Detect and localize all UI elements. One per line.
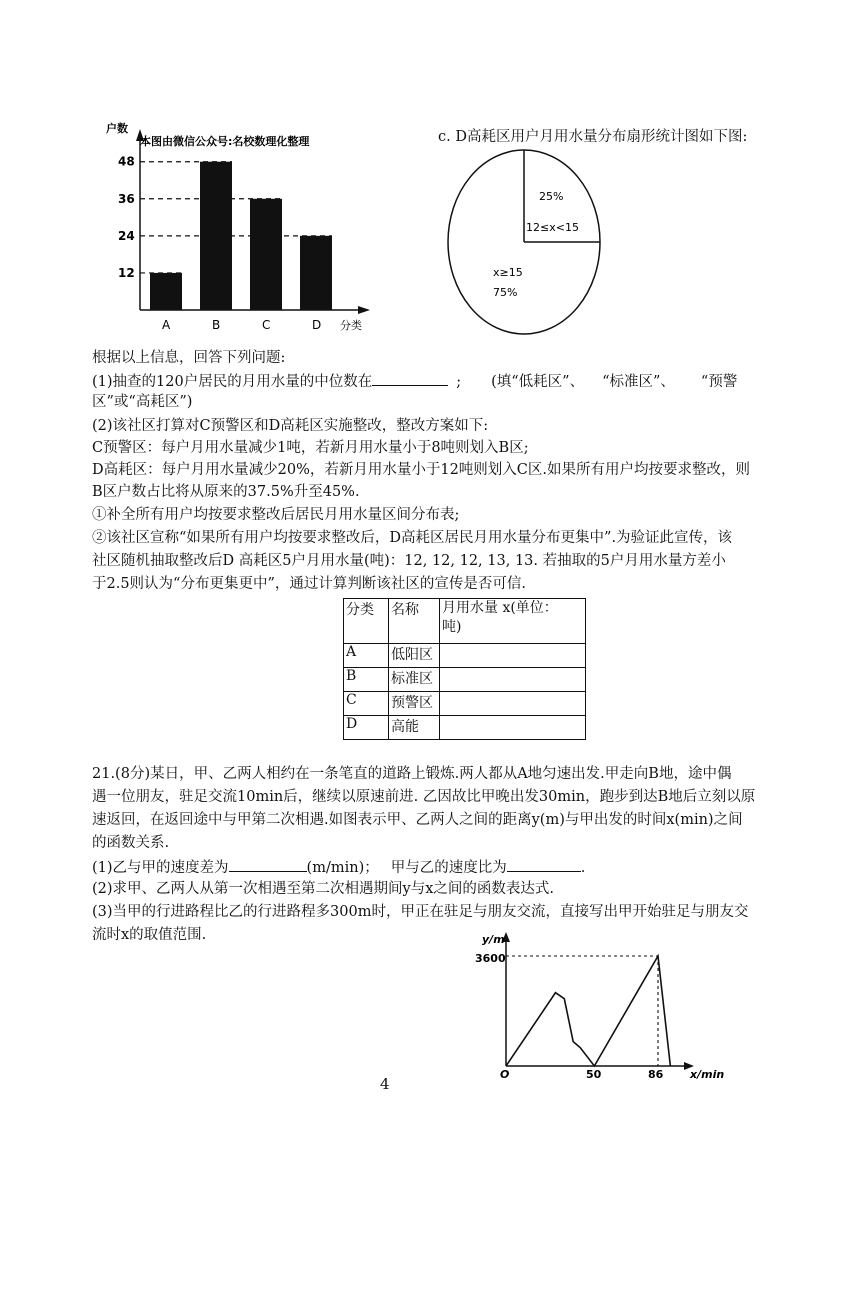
q21-line1: 21.(8分)某日，甲、乙两人相约在一条笔直的道路上锻炼.两人都从A地匀速出发.甲走向B地，途中偶 — [92, 766, 732, 782]
bar-chart-x-unit: 分类 — [340, 319, 362, 332]
bar-chart — [100, 115, 390, 340]
bar-chart-y-unit: 户数 — [106, 122, 128, 135]
q20-part2-d-line1: D高耗区：每户月用水量减少20%，若新月用水量小于12吨则划入C区.如果所有用户均按要求整改，则 — [92, 462, 751, 478]
distance-time-graph — [470, 930, 730, 1085]
pie-slice-25-label: 12≤x<15 — [526, 221, 579, 234]
q21-speed-diff-blank[interactable] — [229, 856, 307, 872]
pie-slice-75-percent: 75% — [493, 286, 518, 299]
q21-part1: (1)乙与甲的速度差为 (m/min)； 甲与乙的速度比为 . — [92, 856, 585, 879]
table-header-usage: 月用水量 x(单位： 吨) — [440, 599, 586, 644]
graph-x-tick-86: 86 — [648, 1068, 664, 1081]
bar-C — [250, 199, 282, 310]
q21-part2: (2)求甲、乙两人从第一次相遇至第二次相遇期间y与x之间的函数表达式. — [92, 881, 555, 897]
table-header-category: 分类 — [344, 599, 389, 644]
pie-slice-75-label: x≥15 — [493, 266, 523, 279]
table-row: B 标准区 — [344, 668, 586, 692]
table-row: A 低阳区 — [344, 644, 586, 668]
table-header-row — [344, 599, 586, 644]
pie-chart — [445, 148, 605, 338]
graph-y-tick-3600: 3600 — [475, 952, 506, 965]
q20-sub1: ①补全所有用户均按要求整改后居民月用水量区间分布表; — [92, 507, 460, 523]
q20-part2-c: C预警区：每户月用水量减少1吨，若新月用水量小于8吨则划入B区; — [92, 440, 529, 456]
bar-A — [150, 273, 182, 310]
table-cell-blank[interactable] — [440, 716, 586, 740]
table-row: D 高能 — [344, 716, 586, 740]
q20-part2-d-line2: B区户数占比将从原来的37.5%升至45%. — [92, 484, 360, 500]
q21-speed-ratio-blank[interactable] — [507, 856, 581, 872]
q20-part1-line2: 区”或“高耗区”) — [92, 394, 193, 410]
bar-chart-category-label: C — [262, 318, 271, 332]
bar-D — [300, 236, 332, 310]
q20-sub2-line2: 社区随机抽取整改后D 高耗区5户月用水量(吨)：12, 12, 12, 13, 13. 若抽取的5户月用水量方差小 — [92, 553, 726, 569]
q21-line2: 遇一位朋友，驻足交流10min后，继续以原速前进. 乙因故比甲晚出发30min，跑步到达B地后立刻以原 — [92, 789, 756, 805]
bar-chart-category-label: A — [162, 318, 171, 332]
q20-intro: 根据以上信息，回答下列问题: — [92, 350, 286, 366]
bar-chart-y-tick: 12 — [118, 265, 135, 280]
bar-chart-category-label: B — [212, 318, 221, 332]
bar-chart-y-tick: 36 — [118, 191, 135, 206]
table-cell-blank[interactable] — [440, 668, 586, 692]
q21-part3-line2: 流时x的取值范围. — [92, 927, 207, 943]
q20-part2: (2)该社区打算对C预警区和D高耗区实施整改，整改方案如下: — [92, 418, 489, 434]
graph-y-label: y/m — [482, 933, 505, 946]
bar-chart-watermark: 本图由微信公众号:名校数理化整理 — [140, 135, 310, 148]
table-row: C 预警区 — [344, 692, 586, 716]
graph-distance-line — [506, 956, 670, 1066]
table-cell-blank[interactable] — [440, 692, 586, 716]
pie-slice-25-percent: 25% — [539, 190, 564, 203]
bar-chart-y-tick: 48 — [118, 154, 135, 169]
graph-origin-label: O — [500, 1068, 510, 1081]
graph-x-label: x/min — [690, 1068, 725, 1081]
q20-part1-text: (1)抽查的120户居民的月用水量的中位数在 — [92, 374, 373, 390]
page-number: 4 — [380, 1075, 390, 1093]
bar-chart-x-arrow — [358, 306, 370, 314]
bar-chart-y-tick: 24 — [118, 228, 135, 243]
q21-line4: 的函数关系. — [92, 835, 170, 851]
water-usage-table — [343, 598, 586, 740]
table-cell-blank[interactable] — [440, 644, 586, 668]
table-header-name: 名称 — [389, 599, 440, 644]
q20-sub2-line3: 于2.5则认为“分布更集更中”，通过计算判断该社区的宣传是否可信. — [92, 576, 526, 592]
q20-part1-blank[interactable] — [372, 370, 448, 386]
bar-chart-category-label: D — [312, 318, 322, 332]
pie-caption: c. D高耗区用户月用水量分布扇形统计图如下图: — [438, 129, 748, 145]
q20-sub2-line1: ②该社区宣称“如果所有用户均按要求整改后，D高耗区居民月用水量分布更集中”.为验证此宣传，该 — [92, 530, 733, 546]
graph-x-tick-50: 50 — [586, 1068, 602, 1081]
q21-part3-line1: (3)当甲的行进路程比乙的行进路程多300m时，甲正在驻足与朋友交流，直接写出甲开始驻足与朋友交 — [92, 904, 749, 920]
q20-part1-line1: (1)抽查的120户居民的月用水量的中位数在 ; (填“低耗区”、 “标准区”、 “预警 — [92, 370, 737, 393]
q21-line3: 速返回，在返回途中与甲第二次相遇.如图表示甲、乙两人之间的距离y(m)与甲出发的时间x(min)之间 — [92, 812, 743, 828]
